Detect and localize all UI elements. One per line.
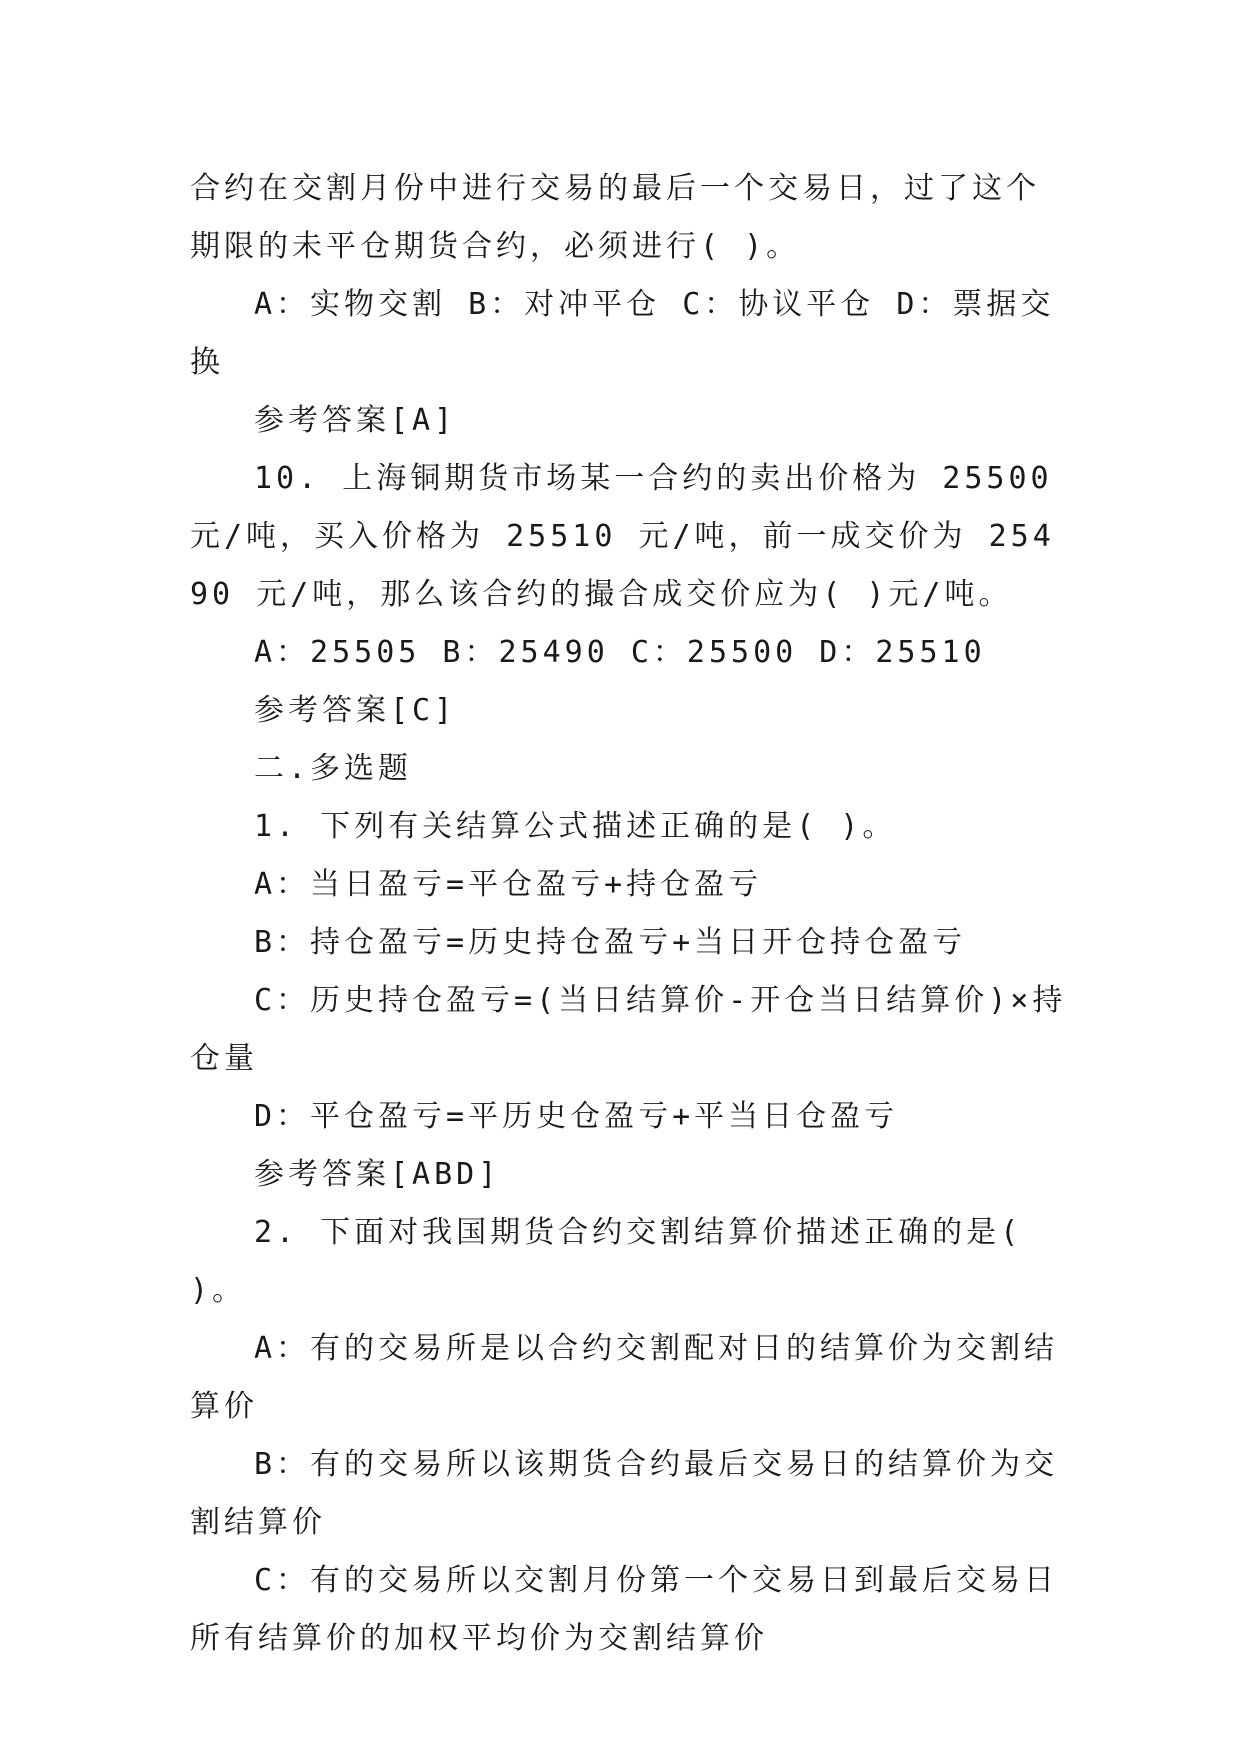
answer-option: D：平仓盈亏=平历史仓盈亏+平当日仓盈亏 bbox=[254, 1099, 899, 1134]
answer-option: C：有的交易所以交割月份第一个交易日到最后交易日所有结算价的加权平均价为交割结算价 bbox=[190, 1563, 1059, 1656]
section-heading: 二.多选题 bbox=[254, 751, 413, 786]
answer-options: A：实物交割 B：对冲平仓 C：协议平仓 D：票据交换 bbox=[190, 287, 1055, 380]
answer-option: B：持仓盈亏=历史持仓盈亏+当日开仓持仓盈亏 bbox=[254, 925, 967, 960]
document-body bbox=[190, 160, 1075, 1668]
reference-answer: 参考答案[C] bbox=[254, 693, 457, 728]
question: 10. 上海铜期货市场某一合约的卖出价格为 25500 元/吨，买入价格为 25510 元/吨，前一成交价为 25490 元/吨，那么该合约的撮合成交价应为( )元/吨。 bbox=[190, 461, 1075, 612]
answer-option: A：当日盈亏=平仓盈亏+持仓盈亏 bbox=[254, 867, 763, 902]
answer-option: B：有的交易所以该期货合约最后交易日的结算价为交割结算价 bbox=[190, 1447, 1059, 1540]
answer-options: A：25505 B：25490 C：25500 D：25510 bbox=[254, 635, 986, 670]
reference-answer: 参考答案[A] bbox=[254, 403, 457, 438]
question: 1. 下列有关结算公式描述正确的是( )。 bbox=[254, 809, 897, 844]
paragraph: 合约在交割月份中进行交易的最后一个交易日，过了这个期限的未平仓期货合约，必须进行( )。 bbox=[190, 171, 1040, 264]
answer-option: C：历史持仓盈亏=(当日结算价-开仓当日结算价)×持仓量 bbox=[190, 983, 1067, 1076]
answer-option: A：有的交易所是以合约交割配对日的结算价为交割结算价 bbox=[190, 1331, 1059, 1424]
reference-answer: 参考答案[ABD] bbox=[254, 1157, 501, 1192]
question: 2. 下面对我国期货合约交割结算价描述正确的是( )。 bbox=[190, 1215, 1045, 1308]
